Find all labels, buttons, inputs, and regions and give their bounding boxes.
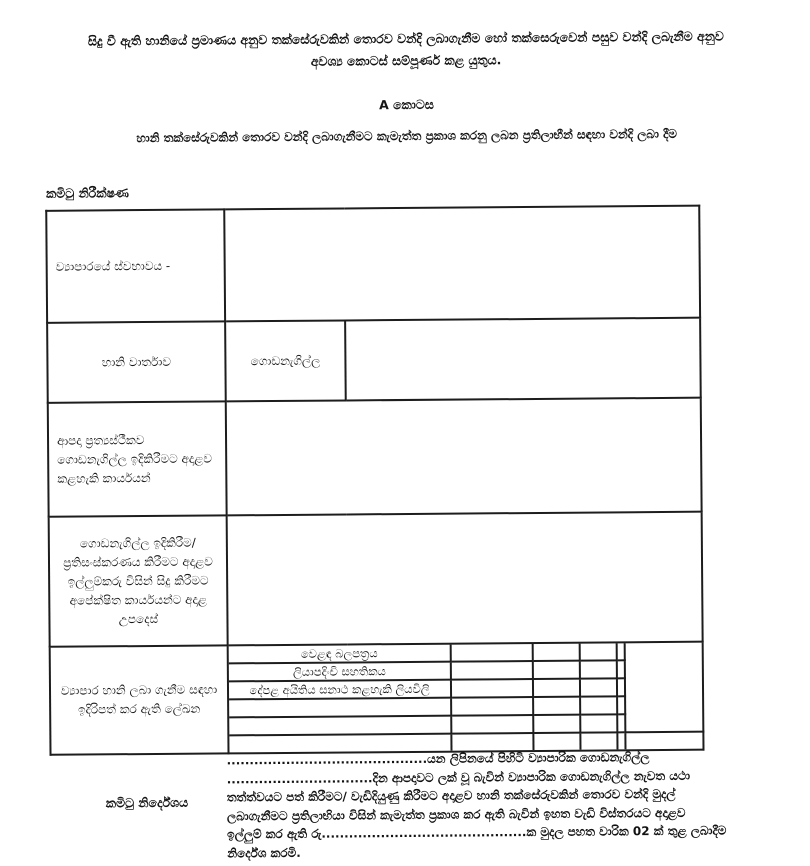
document-check-cell (580, 643, 617, 660)
document-remarks-cell (625, 643, 705, 733)
document-check-cell (533, 733, 580, 750)
building-label: ගොඩනැගිල්ල (225, 320, 346, 401)
documents-row (50, 642, 704, 755)
document-check-cell (580, 732, 617, 749)
document-name: දේපළ අයිතිය සනාථ කළහැකි ලියවිලි (229, 680, 451, 700)
committee-observations-label: කමිටු නිරීක්ෂණ (46, 185, 129, 201)
resilient-works-label: ආපදා ප්‍රත්‍යස්ථීකව ගොඩනැගිල්ල ඉදිකිරීමට අදාළව කළහැකි කාර්යයන් (48, 401, 227, 516)
business-nature-value-cell (224, 206, 700, 322)
recommendation-line: ................................දින ආපදාවට ලක් වූ බැවින් ව්‍යාපාරික ගොඩනැගිල්ල නැවත යථා (226, 768, 691, 786)
documents-subtable-cell (228, 642, 704, 754)
resilient-works-row (48, 398, 702, 517)
observations-table (45, 205, 704, 756)
business-nature-row (46, 206, 700, 323)
document-check-cell (451, 679, 533, 698)
damage-report-row (47, 318, 701, 403)
instructions-label: ගොඩනැගිල්ල ඉදිකිරීම/ප්‍රතිසංස්කරණය කිරීමට අදාළව ඉල්ලුම්කරු විසින් සිදු කිරීමට අපේක්ෂිත කාර්යයන්ට අදාළ උපදෙස් (49, 515, 228, 646)
intro-line-1: සිදු වී ඇති හානියේ ප්‍රමාණය අනුව තක්සේරුවකින් තොරව වන්දි ලබාගැනීම හෝ තක්සෙරුවෙන් පසුව වන්දි ලබැනීම අනුව (87, 28, 724, 49)
recommendation-line: ලබාගැනීමට ප්‍රතිලාභියා විසින් කැමැත්ත ප්‍රකාශ කර ඇති බැවින් ඉහත වැඩි විස්තරයට අදාළව (226, 805, 686, 823)
document-name: වෙළඳ බලපත්‍රය (229, 645, 451, 664)
documents-subtable (229, 643, 705, 753)
document-check-cell (533, 644, 580, 661)
document-check-cell (580, 660, 617, 678)
part-a-subtitle: හානි තක්සේරුවකින් තොරව වන්දි ලබාගැනීමට කැමැත්ත ප්‍රකාශ කරනු ලබන ප්‍රතිලාභීන් සඳහා වන්දි ලබා දීම (136, 126, 678, 146)
intro-line-2: අවශ්‍ය කොටස් සම්පූර්ණ කළ යුතුය. (310, 52, 502, 69)
double-rule-cell (617, 732, 625, 749)
building-value-cell (345, 318, 701, 401)
document-name: ලියාපදිංචි සහතිකය (229, 662, 451, 682)
double-rule-cell (617, 660, 625, 678)
part-a-heading: A කොටස (378, 96, 434, 113)
recommendation-paragraph (226, 748, 727, 863)
document-check-cell (533, 697, 580, 715)
recommendation-line: නිර්දේශ කරමි. (227, 845, 301, 860)
double-rule-cell (617, 696, 625, 714)
document-check-cell (451, 661, 533, 680)
damage-report-label: හානි වාර්තාව (47, 321, 226, 402)
document-check-cell (580, 696, 617, 714)
document-check-cell (451, 715, 533, 734)
document-remarks-bottom-cell (625, 732, 704, 750)
document-check-cell (451, 733, 533, 751)
recommendation-line: ............................................යන ලිපිනයේ පිහිටි ව්‍යාපාරික ගොඩනැගිල්ල (226, 750, 650, 768)
recommendation-line: තත්ත්වයට පත් කිරීමට/ වැඩිදියුණු කිරීමට අදාළව හානි තක්සේරුවකින් තොරව වන්දි මුදල් (226, 786, 676, 805)
double-rule-cell (617, 643, 625, 660)
document-check-cell (580, 678, 617, 696)
document-name (229, 698, 451, 718)
instructions-row (49, 512, 703, 647)
document-check-cell (533, 661, 580, 679)
document-check-cell (451, 644, 533, 662)
resilient-works-value-cell (226, 398, 702, 516)
business-nature-label: ව්‍යාපාරයේ ස්වභාවය - (46, 209, 225, 322)
intro-paragraph (52, 25, 760, 75)
document-name (229, 716, 451, 736)
document-check-cell (580, 714, 617, 732)
double-rule-cell (617, 678, 625, 696)
instructions-value-cell (227, 512, 703, 646)
submitted-documents-label: ව්‍යාපාර හානි ලබා ගැනීම සඳහා ඉදිරිපත් කර ඇති ලේඛන (50, 645, 229, 754)
recommendation-line: ඉල්ලුම් කර ඇති රු.............................................ක මුදල පහත වාරික 02 ක් තුළ ලබාදීම (227, 823, 727, 842)
document-check-cell (533, 679, 580, 697)
document-check-cell (533, 715, 580, 733)
document-check-cell (451, 697, 533, 716)
double-rule-cell (617, 714, 625, 732)
document-row (229, 643, 704, 664)
committee-recommendation-label: කමිටු නිර්දේශය (105, 794, 189, 811)
